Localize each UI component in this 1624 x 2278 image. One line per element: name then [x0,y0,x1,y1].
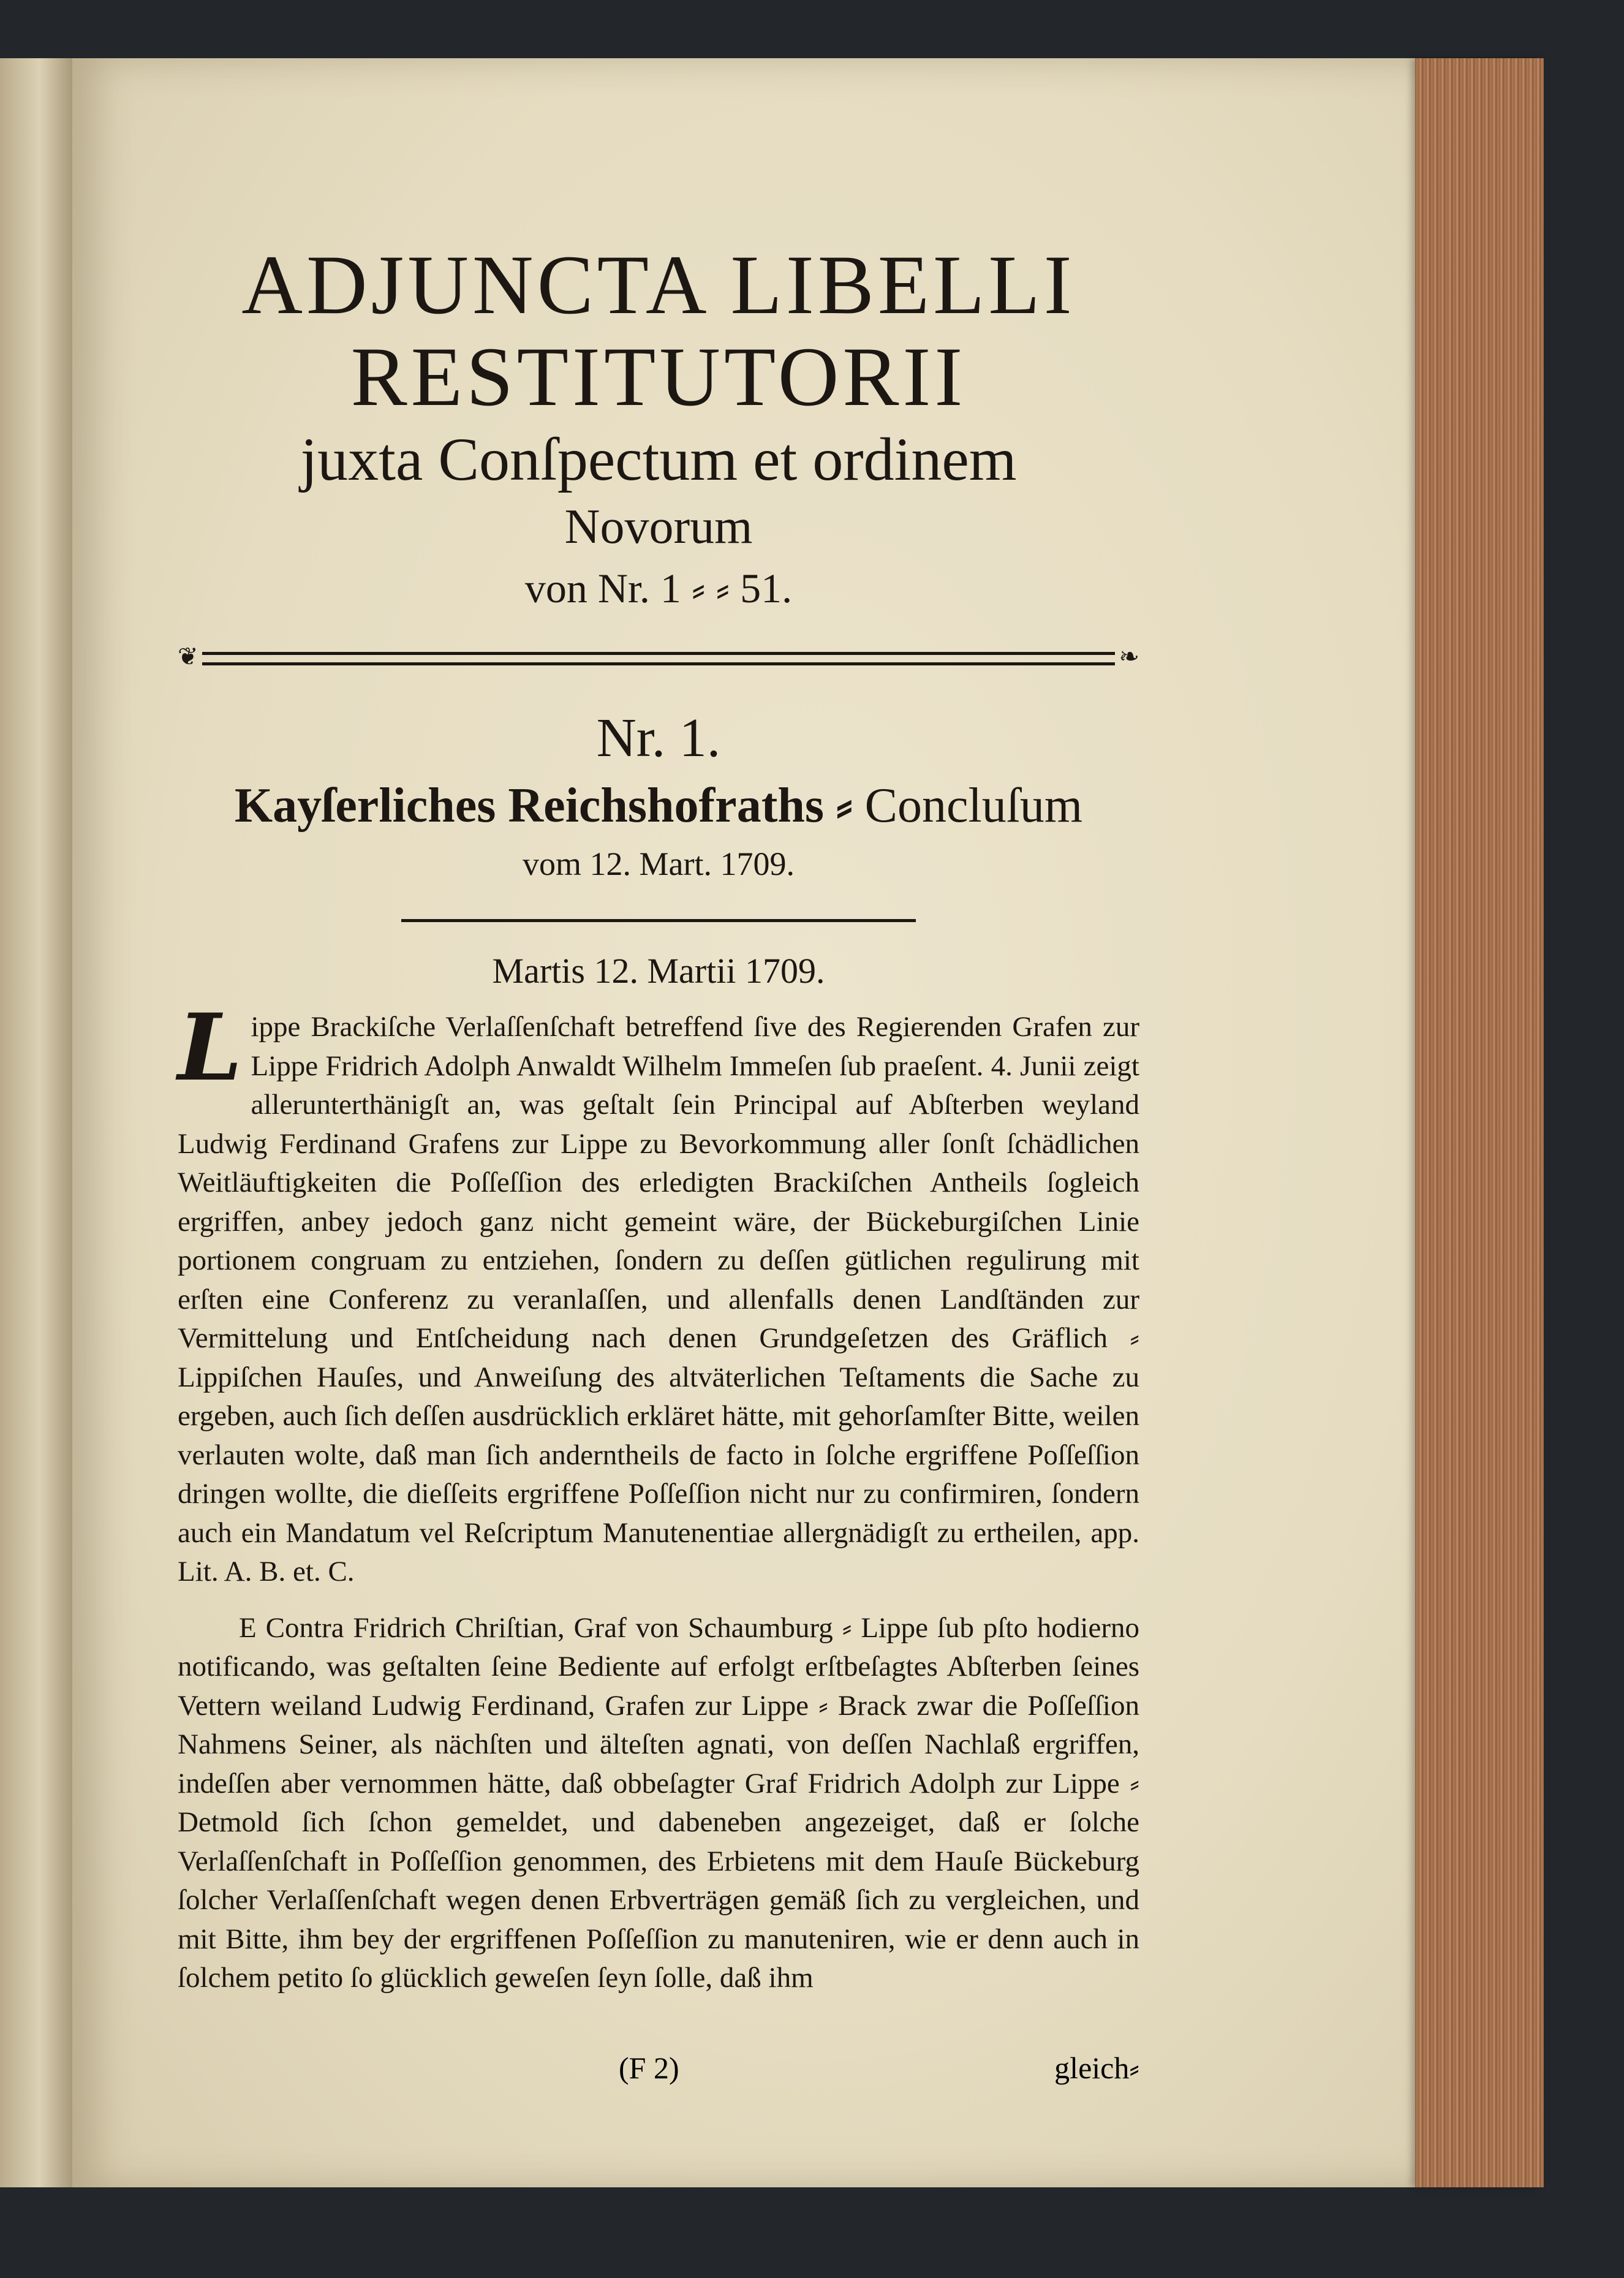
session-date: Martis 12. Martii 1709. [492,951,825,991]
title-line-2: RESTITUTORII [350,330,967,423]
drop-cap: L [178,994,243,1102]
catchword: gleich⸗ [1054,2051,1139,2085]
signature-mark: (F 2) [619,2051,679,2085]
facing-page-edge [0,58,72,2187]
body-text [178,994,1139,1998]
ornamental-rule [178,643,1139,671]
section-number: Nr. 1. [596,708,721,768]
paragraph-2: E Contra Fridrich Chriſtian, Graf von Schaumburg ⸗ Lippe ſub pſto hodierno notificando, was geſtalten ſeine Bediente auf erfolgt erſtbeſagtes Abſterben ſeines Vettern weiland Ludwig Ferdinand, Grafen zur Lippe ⸗ Brack zwar die Poſſeſſion Nahmens Seiner, als nächſten und älteſten agnati, von deſſen Nachlaß ergriffen, indeſſen aber vernommen hätte, daß obbeſagter Graf Fridrich Adolph zur Lippe ⸗ Detmold ſich ſchon gemeldet, und dabeneben angezeiget, daß er ſolche Verlaſſenſchaft in Poſſeſſion genommen, des Erbietens mit dem Hauſe Bückeburg ſolcher Verlaſſenſchaft wegen denen Erbverträgen gemäß ſich zu vergleichen, und mit Bitte, ihm bey der ergriffenen Poſſeſſion zu manuteniren, wie er denn auch in ſolchem petito ſo glücklich geweſen ſeyn ſolle, daß ihm [178,1611,1139,1994]
section-heading [178,772,1139,839]
ornament-left-icon: ❦ [178,643,198,671]
heading-german: Kayſerliches Reichshofraths ⸗ [234,779,853,833]
page-footer [178,2050,1139,2099]
ornament-right-icon: ❧ [1119,643,1139,671]
page-block-edge [1415,58,1544,2187]
subtitle-novorum: Novorum [564,500,753,554]
page-content [178,239,1139,1998]
number-range: von Nr. 1 ⸗ ⸗ 51. [524,565,793,611]
horizontal-rule [401,919,916,922]
subtitle: juxta Conſpectum et ordinem [300,425,1017,493]
title-line-1: ADJUNCTA LIBELLI [241,238,1076,331]
heading-latin: Concluſum [864,779,1083,833]
double-rule [202,652,1115,665]
paragraph-1-text: ippe Brackiſche Verlaſſenſchaft betreffend ſive des Regierenden Grafen zur Lippe Fridrich Adolph Anwaldt Wilhelm Immeſen ſub praeſent. 4. Junii zeigt allerunterthänigſt an, was geſtalt ſein Principal auf Abſterben weyland Ludwig Ferdinand Grafens zur Lippe zu Bevorkommung aller ſonſt ſchädlichen Weitläuftigkeiten die Poſſeſſion des erledigten Brackiſchen Antheils ſogleich ergriffen, anbey jedoch ganz nicht gemeint wäre, der Bückeburgiſchen Linie portionem congruam zu entziehen, ſondern zu deſſen gütlichen regulirung mit erſten eine Conferenz zu veranlaſſen, und allenfalls denen Landſtänden zur Vermittelung und Entſcheidung nach denen Grundgeſetzen des Gräflich ⸗ Lippiſchen Hauſes, und Anweiſung des altväterlichen Teſtaments die Sache zu ergeben, auch ſich deſſen ausdrücklich erkläret hätte, mit gehorſamſter Bitte, weilen verlauten wolte, daß man ſich anderntheils de facto in ſolche ergriffene Poſſeſſion dringen wollte, die dieſſeits ergriffene Poſſeſſion nicht nur zu confirmiren, ſondern auch ein Mandatum vel Reſcriptum Manutenentiae allergnädigſt zu ertheilen, app. Lit. A. B. et. C. [178,1011,1139,1587]
section-date: vom 12. Mart. 1709. [523,846,795,882]
scan-margin [1544,58,1624,2187]
paragraph-1 [178,994,1139,1592]
